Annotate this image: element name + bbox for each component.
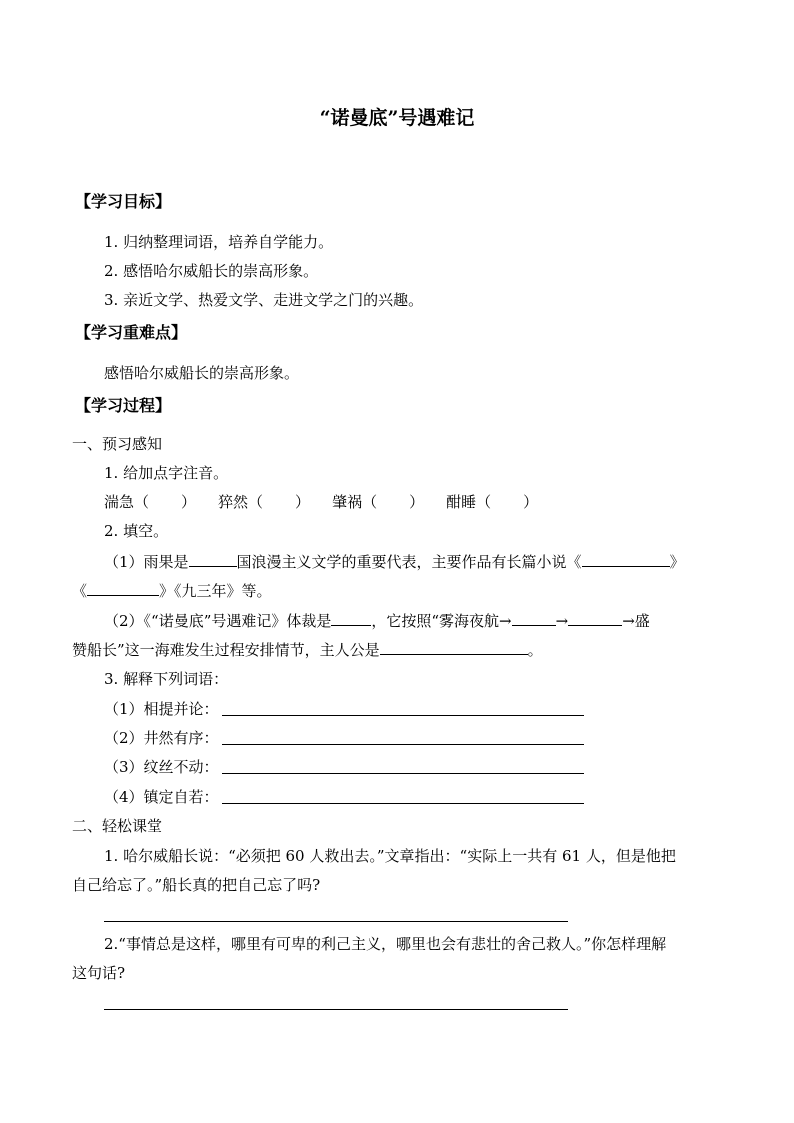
section-heading-key-points: 【学习重难点】 (75, 323, 188, 342)
term-1-label: （1）相提并论： (104, 700, 219, 718)
term-3-label: （3）纹丝不动： (104, 758, 219, 776)
pinyin-word-1: 湍急（ (104, 493, 150, 511)
fill1-text-d: 《 (72, 582, 88, 600)
fill-blank[interactable] (380, 639, 528, 655)
answer-line[interactable] (104, 921, 568, 922)
fill1-text-c: 》 (669, 553, 685, 571)
part2-heading: 二、轻松课堂 (72, 817, 163, 835)
key-points-text: 感悟哈尔威船长的崇高形象。 (104, 364, 300, 382)
pinyin-close-4: ） (523, 493, 539, 511)
question-1-3: 3. 解释下列词语： (104, 670, 229, 688)
fill1-text-a: （1）雨果是 (104, 553, 189, 571)
fill2-text-b: ，它按照“雾海夜航→ (371, 612, 512, 630)
goal-item-3: 3. 亲近文学、热爱文学、走进文学之门的兴趣。 (104, 291, 424, 309)
page-title: “诺曼底”号遇难记 (319, 107, 475, 129)
fill1-text-e: 》《九三年》等。 (159, 582, 272, 600)
answer-line[interactable] (222, 803, 584, 804)
pinyin-close-2: ） (295, 493, 311, 511)
question-2-1-line1: 1. 哈尔威船长说：“必须把 60 人救出去。”文章指出：“实际上一共有 61 人，但是他把 (104, 847, 676, 865)
fill-blank[interactable] (512, 610, 556, 626)
term-2-label: （2）井然有序： (104, 729, 219, 747)
fill-in-2-line1 (104, 610, 650, 630)
answer-line[interactable] (222, 715, 584, 716)
fill-blank[interactable] (582, 551, 670, 567)
pinyin-close-3: ） (409, 493, 425, 511)
fill-in-1-line2 (72, 580, 272, 600)
pinyin-word-2: 猝然（ (218, 493, 264, 511)
section-heading-goals: 【学习目标】 (75, 192, 172, 211)
fill-blank[interactable] (331, 610, 371, 626)
fill2-text-d: →盛 (622, 612, 650, 630)
fill-in-1-line1 (104, 551, 685, 571)
answer-line[interactable] (104, 1009, 568, 1010)
fill2-text-f: 。 (527, 641, 543, 659)
question-2-2-line2: 这句话? (72, 964, 126, 982)
fill-blank[interactable] (87, 580, 159, 596)
question-1-2: 2. 填空。 (104, 522, 169, 540)
pinyin-row (104, 492, 538, 512)
term-4-label: （4）镇定自若： (104, 788, 219, 806)
fill2-text-c: → (555, 612, 569, 630)
fill1-text-b: 国浪漫主义文学的重要代表，主要作品有长篇小说《 (236, 553, 582, 571)
goal-item-2: 2. 感悟哈尔威船长的崇高形象。 (104, 262, 319, 280)
goal-item-1: 1. 归纳整理词语，培养自学能力。 (104, 233, 334, 251)
answer-line[interactable] (222, 773, 584, 774)
part1-heading: 一、预习感知 (72, 435, 163, 453)
fill2-text-a: （2）《“诺曼底”号遇难记》体裁是 (104, 612, 332, 630)
fill-blank[interactable] (189, 551, 237, 567)
pinyin-word-4: 酣睡（ (446, 493, 492, 511)
answer-line[interactable] (222, 744, 584, 745)
question-2-1-line2: 自己给忘了。”船长真的把自己忘了吗? (72, 876, 321, 894)
pinyin-word-3: 肇祸（ (332, 493, 378, 511)
section-heading-process: 【学习过程】 (75, 396, 172, 415)
question-2-2-line1: 2.“事情总是这样，哪里有可卑的利己主义，哪里也会有悲壮的舍己救人。”你怎样理解 (104, 935, 667, 953)
fill-blank[interactable] (568, 610, 622, 626)
fill-in-2-line2 (72, 639, 543, 659)
question-1-1: 1. 给加点字注音。 (104, 464, 229, 482)
fill2-text-e: 赞船长”这一海难发生过程安排情节，主人公是 (72, 641, 380, 659)
pinyin-close-1: ） (181, 493, 197, 511)
